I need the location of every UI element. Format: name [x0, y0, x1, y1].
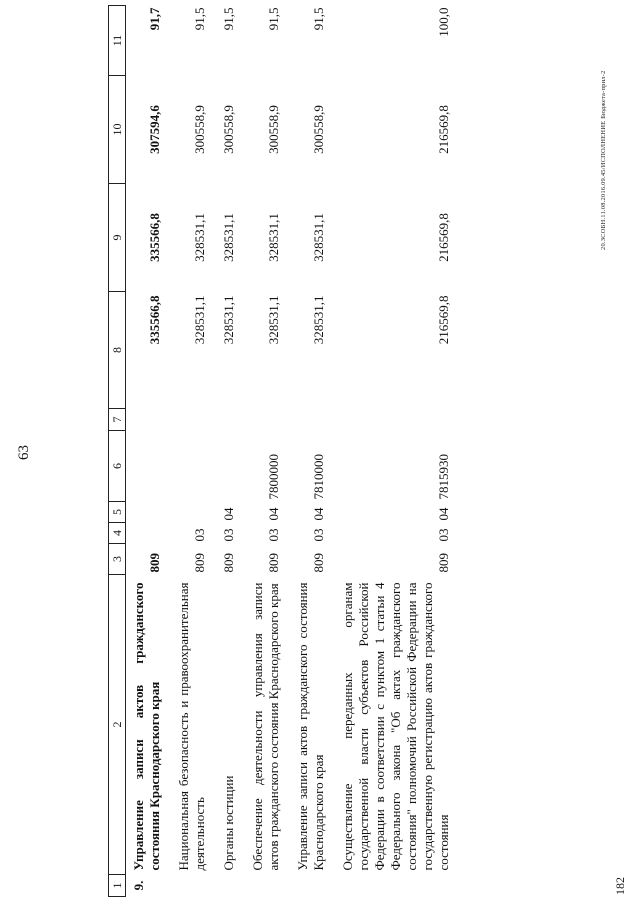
row-number [335, 875, 460, 897]
value-col11: 91,5 [221, 7, 236, 31]
value-col9: 328531,1 [266, 213, 281, 262]
page-number: 63 [16, 445, 32, 460]
code-expense-type [335, 409, 460, 431]
value-col11: 91,5 [266, 7, 281, 31]
column-header: 8 [109, 292, 126, 409]
value-col8: 328531,1 [266, 295, 281, 345]
code-department: 809 [147, 553, 162, 573]
value-col9: 328531,1 [221, 213, 236, 262]
code-section: 03 [221, 528, 236, 542]
value-col11: 91,5 [192, 7, 207, 31]
table-row [290, 6, 335, 897]
value-col9: 328531,1 [311, 213, 326, 262]
budget-table [108, 5, 460, 897]
folio-number: 182 [613, 877, 627, 895]
code-target: 7800000 [266, 454, 281, 500]
value-col10: 307594,6 [147, 105, 162, 154]
code-subsection [126, 502, 172, 523]
value-col11: 91,7 [147, 7, 162, 31]
code-department: 809 [221, 553, 236, 573]
document-reference: 20.ЗСОБН.11.08.2016.09.45/ИСПОЛНЕНИЕ Бюджета-прил-2 [600, 70, 607, 250]
value-col10: 300558,9 [266, 105, 281, 154]
code-department: 809 [311, 553, 326, 573]
code-subsection [171, 502, 216, 523]
code-section: 03 [436, 528, 451, 542]
value-col11: 91,5 [311, 7, 326, 31]
row-name: Управление записи актов гражданского состояния Краснодарского края [295, 582, 326, 871]
column-header: 6 [109, 431, 126, 502]
column-header: 5 [109, 502, 126, 523]
row-number [216, 875, 245, 897]
column-header: 9 [109, 184, 126, 292]
value-col9: 328531,1 [192, 213, 207, 262]
code-target [171, 431, 216, 502]
code-subsection: 04 [311, 507, 326, 521]
row-number [290, 875, 335, 897]
table-row [171, 6, 216, 897]
code-expense-type [126, 409, 172, 431]
code-department: 809 [266, 553, 281, 573]
row-name: Осуществление переданных органам государственной власти субъектов Российской Федерации в соответствии с пунктом 1 статьи 4 Федерального закона "Об актах гражданского состояния" полномочий Российской Федерации на государственную регистрацию актов гражданского состояния [340, 582, 451, 871]
table-row [216, 6, 245, 897]
column-header: 2 [109, 575, 126, 875]
column-header: 1 [109, 875, 126, 897]
code-expense-type [216, 409, 245, 431]
code-expense-type [171, 409, 216, 431]
column-header: 7 [109, 409, 126, 431]
code-subsection: 04 [266, 507, 281, 521]
row-name: Органы юстиции [221, 775, 236, 871]
column-header: 4 [109, 523, 126, 544]
table-row [245, 6, 290, 897]
value-col9: 335566,8 [147, 213, 162, 262]
row-name: Обеспечение деятельности управления записи актов гражданского состояния Краснодарского края [250, 582, 281, 871]
code-section: 03 [192, 528, 207, 542]
row-number: 9. [131, 880, 146, 891]
code-target: 7815930 [436, 454, 451, 500]
value-col10: 300558,9 [311, 105, 326, 154]
code-target [126, 431, 172, 502]
code-section [126, 523, 172, 544]
value-col10: 300558,9 [192, 105, 207, 154]
code-expense-type [245, 409, 290, 431]
value-col8: 328531,1 [192, 295, 207, 345]
value-col8: 328531,1 [221, 295, 236, 345]
table-header-row [109, 6, 126, 897]
value-col9: 216569,8 [436, 213, 451, 262]
code-target: 7810000 [311, 454, 326, 500]
code-section: 03 [266, 528, 281, 542]
value-col8: 335566,8 [147, 295, 162, 345]
row-number [245, 875, 290, 897]
value-col11: 100,0 [436, 7, 451, 37]
column-header: 11 [109, 6, 126, 76]
code-target [216, 431, 245, 502]
table-row [335, 6, 460, 897]
code-expense-type [290, 409, 335, 431]
code-department: 809 [192, 553, 207, 573]
row-number [171, 875, 216, 897]
value-col10: 300558,9 [221, 105, 236, 154]
code-department: 809 [436, 553, 451, 573]
value-col8: 328531,1 [311, 295, 326, 345]
code-subsection: 04 [221, 507, 236, 521]
column-header: 10 [109, 76, 126, 184]
code-subsection: 04 [436, 507, 451, 521]
value-col8: 216569,8 [436, 295, 451, 345]
table-row [126, 6, 172, 897]
code-section: 03 [311, 528, 326, 542]
row-name: Управление записи актов гражданского состояния Краснодарского края [131, 582, 162, 871]
column-header: 3 [109, 544, 126, 575]
row-name: Национальная безопасность и правоохранительная деятельность [176, 582, 207, 871]
value-col10: 216569,8 [436, 105, 451, 154]
